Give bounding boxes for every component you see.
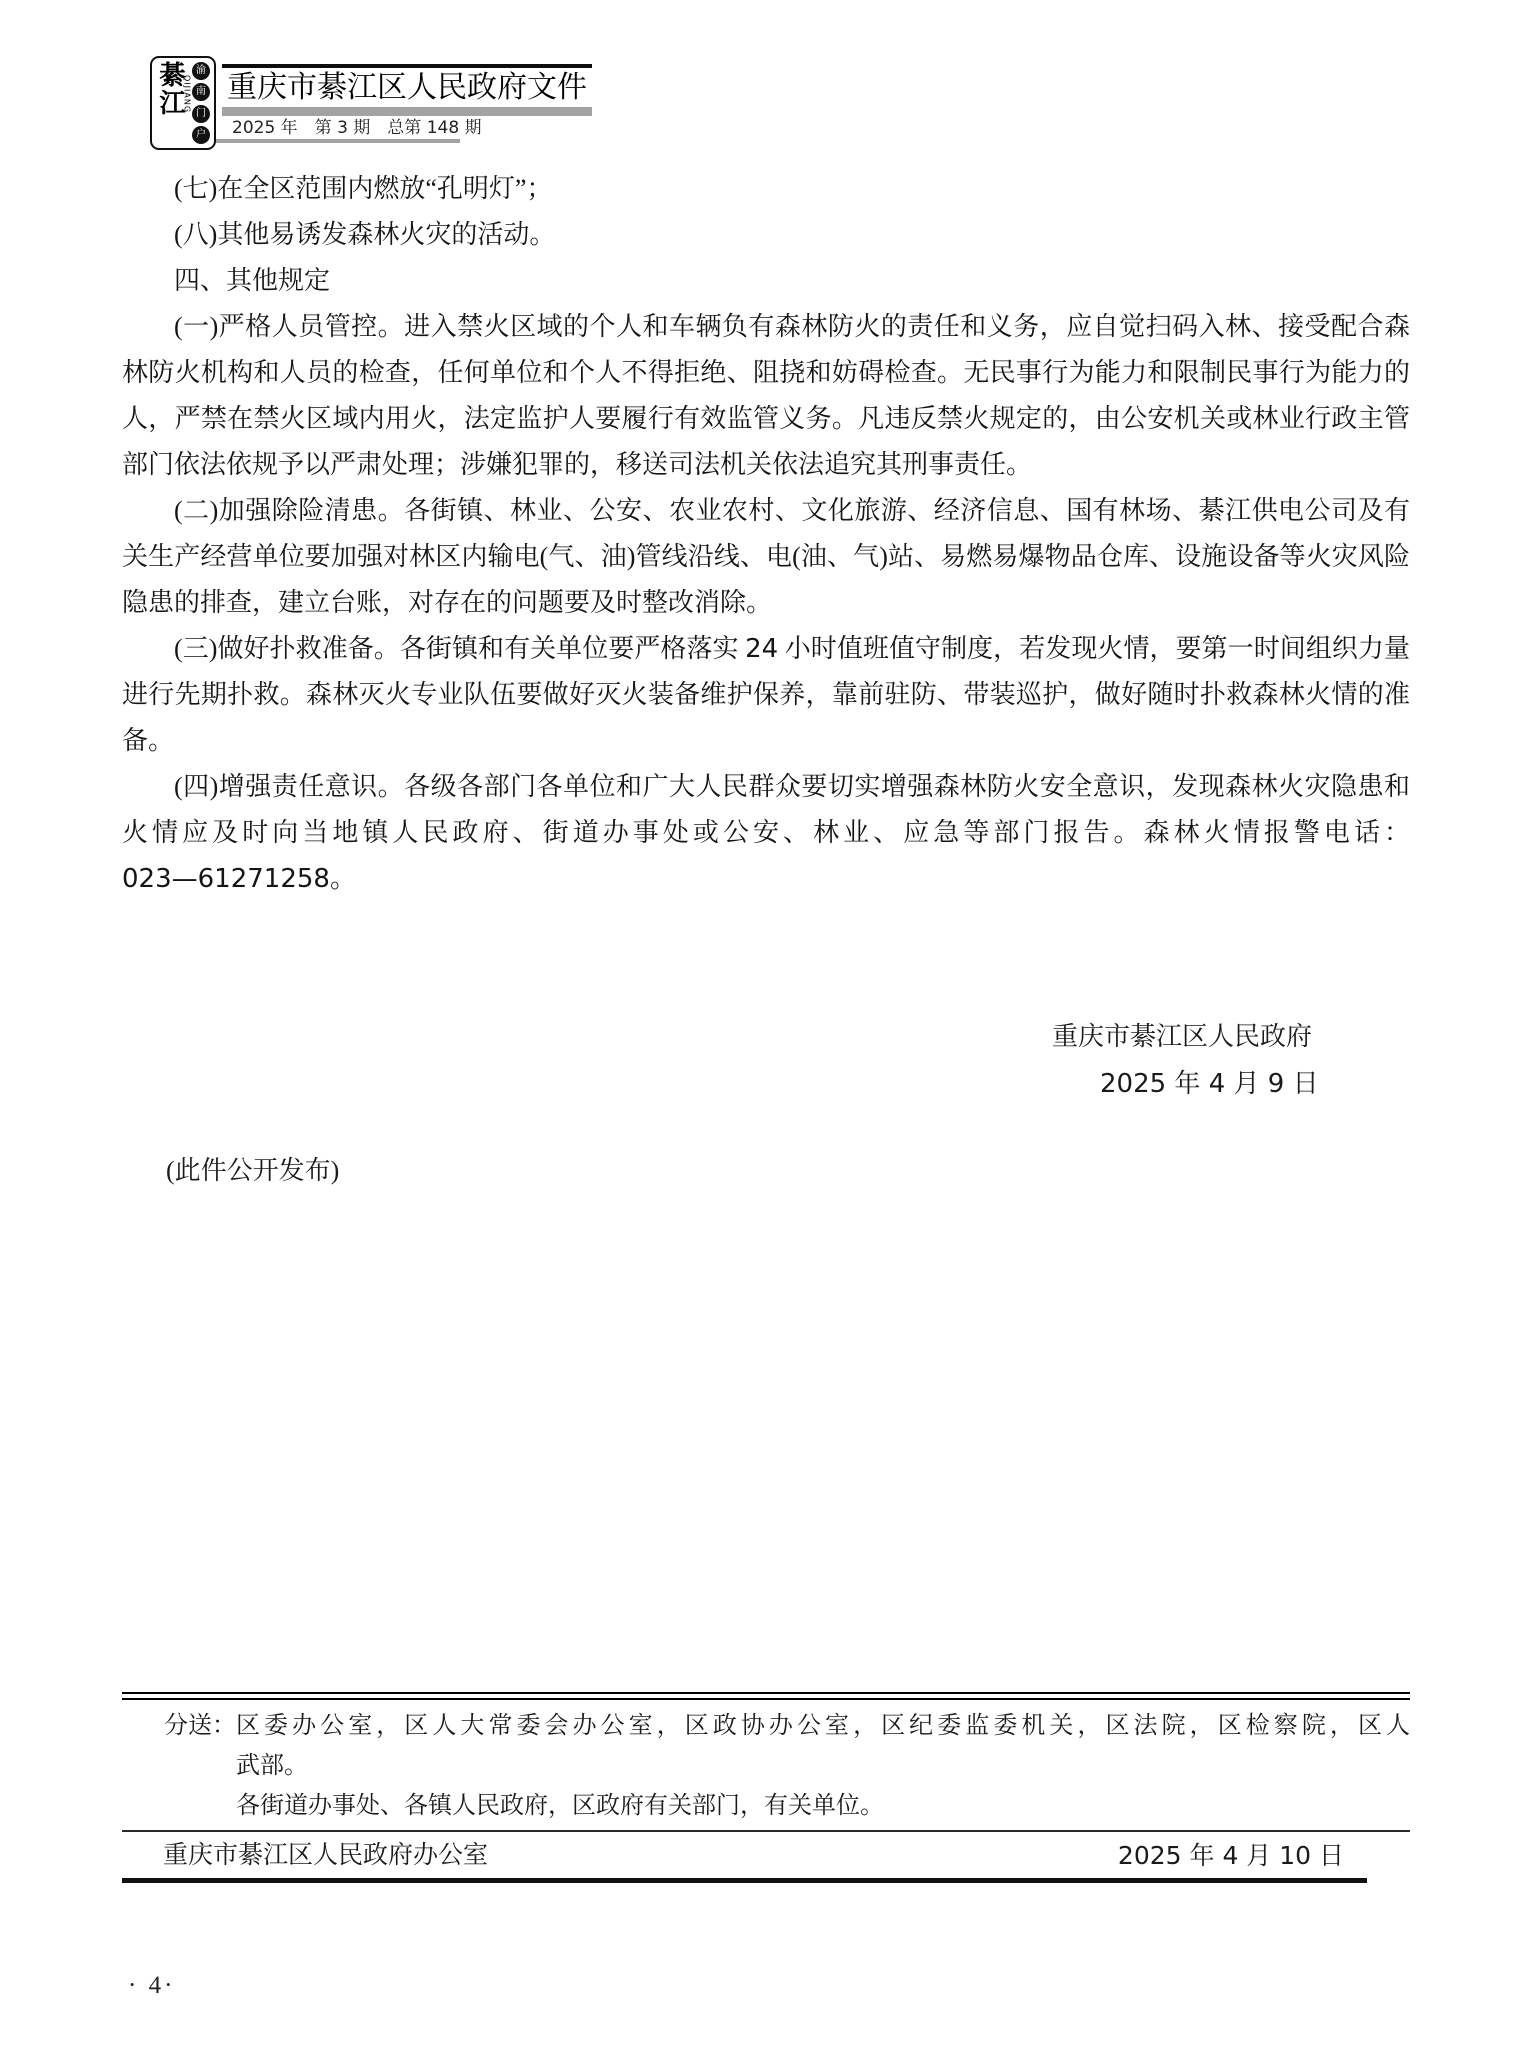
fire-alarm-phone-number: 023—61271258 [122, 864, 330, 894]
masthead-top-rule [222, 64, 592, 68]
office-top-rule [122, 1830, 1410, 1832]
paragraph-4-text: (四)增强责任意识。各级各部门各单位和广大人民群众要切实增强森林防火安全意识，发现森林火灾隐患和火情应及时向当地镇人民政府、街道办事处或公安、林业、应急等部门报告。森林火情报警电话： [122, 772, 1410, 847]
issue-line: 2025 年 第 3 期 总第 148 期 [232, 118, 482, 138]
paragraph-3-text: (三)做好扑救准备。各街镇和有关单位要严格落实 [174, 634, 746, 663]
paragraph-3 [122, 626, 1410, 764]
qijiang-logo [150, 56, 216, 150]
logo-latin-text: QIJIANG [182, 75, 192, 114]
seal-icon: 户 [192, 126, 210, 144]
masthead [222, 64, 592, 137]
paragraph-2: (二)加强除险清患。各街镇、林业、公安、农业农村、文化旅游、经济信息、国有林场、綦江供电公司及有关生产经营单位要加强对林区内输电(气、油)管线沿线、电(油、气)站、易燃易爆物品仓库、设施设备等火灾风险隐患的排查，建立台账，对存在的问题要及时整改消除。 [122, 496, 1410, 617]
paragraph-4 [122, 764, 1410, 902]
document-title: 重庆市綦江区人民政府文件 [227, 71, 587, 104]
paragraph-1: (一)严格人员管控。进入禁火区域的个人和车辆负有森林防火的责任和义务，应自觉扫码入林、接受配合森林防火机构和人员的检查，任何单位和个人不得拒绝、阻挠和妨碍检查。无民事行为能力和限制民事行为能力的人，严禁在禁火区域内用火，法定监护人要履行有效监管义务。凡违反禁火规定的，由公安机关或林业行政主管部门依法依规予以严肃处理；涉嫌犯罪的，移送司法机关依法追究其刑事责任。 [122, 312, 1410, 479]
distribution-top-rule [122, 1692, 1410, 1700]
printing-office: 重庆市綦江区人民政府办公室 [163, 1842, 489, 1869]
footer-bottom-rule [122, 1878, 1367, 1883]
masthead-gray-bar [222, 107, 592, 116]
page-number: · 4· [128, 1972, 176, 1999]
logo-calligraphy: 綦江 [156, 61, 185, 117]
distribution-line: 区委办公室，区人大常委会办公室，区政协办公室，区纪委监委机关，区法院，区检察院，区人 [236, 1713, 1410, 1739]
distribution-line: 各街道办事处、各镇人民政府，区政府有关部门，有关单位。 [236, 1793, 884, 1819]
seal-icon: 门 [192, 105, 210, 123]
issuing-authority: 重庆市綦江区人民政府 [1052, 1022, 1313, 1051]
public-release-note: (此件公开发布) [166, 1156, 340, 1185]
document-body [122, 166, 1410, 902]
masthead-sub-bar [216, 139, 460, 143]
paragraph-4-text: 。 [329, 864, 356, 893]
printing-office-row [122, 1840, 1410, 1872]
seal-icon: 渝 [192, 62, 210, 80]
print-date: 2025 年 4 月 10 日 [1117, 1841, 1344, 1870]
issue-date: 2025 年 4 月 9 日 [1100, 1069, 1319, 1099]
list-item-7: (七)在全区范围内燃放“孔明灯”； [174, 174, 553, 203]
distribution-line: 武部。 [236, 1753, 308, 1779]
section-heading: 四、其他规定 [174, 266, 331, 295]
list-item-8: (八)其他易诱发森林火灾的活动。 [174, 220, 556, 249]
paragraph-3-text: 小时值班值守制度，若发现火情，要第一时间组织力量进行先期扑救。森林灭火专业队伍要做好灭火装备维护保养，靠前驻防、带装巡护，做好随时扑救森林火情的准备。 [122, 634, 1410, 755]
distribution-label: 分送： [164, 1713, 236, 1739]
distribution-list [164, 1706, 1410, 1826]
seal-icon: 南 [192, 83, 210, 101]
hours-number: 24 [745, 634, 779, 664]
logo-seal-column [192, 61, 210, 145]
distribution-content [236, 1706, 1410, 1826]
